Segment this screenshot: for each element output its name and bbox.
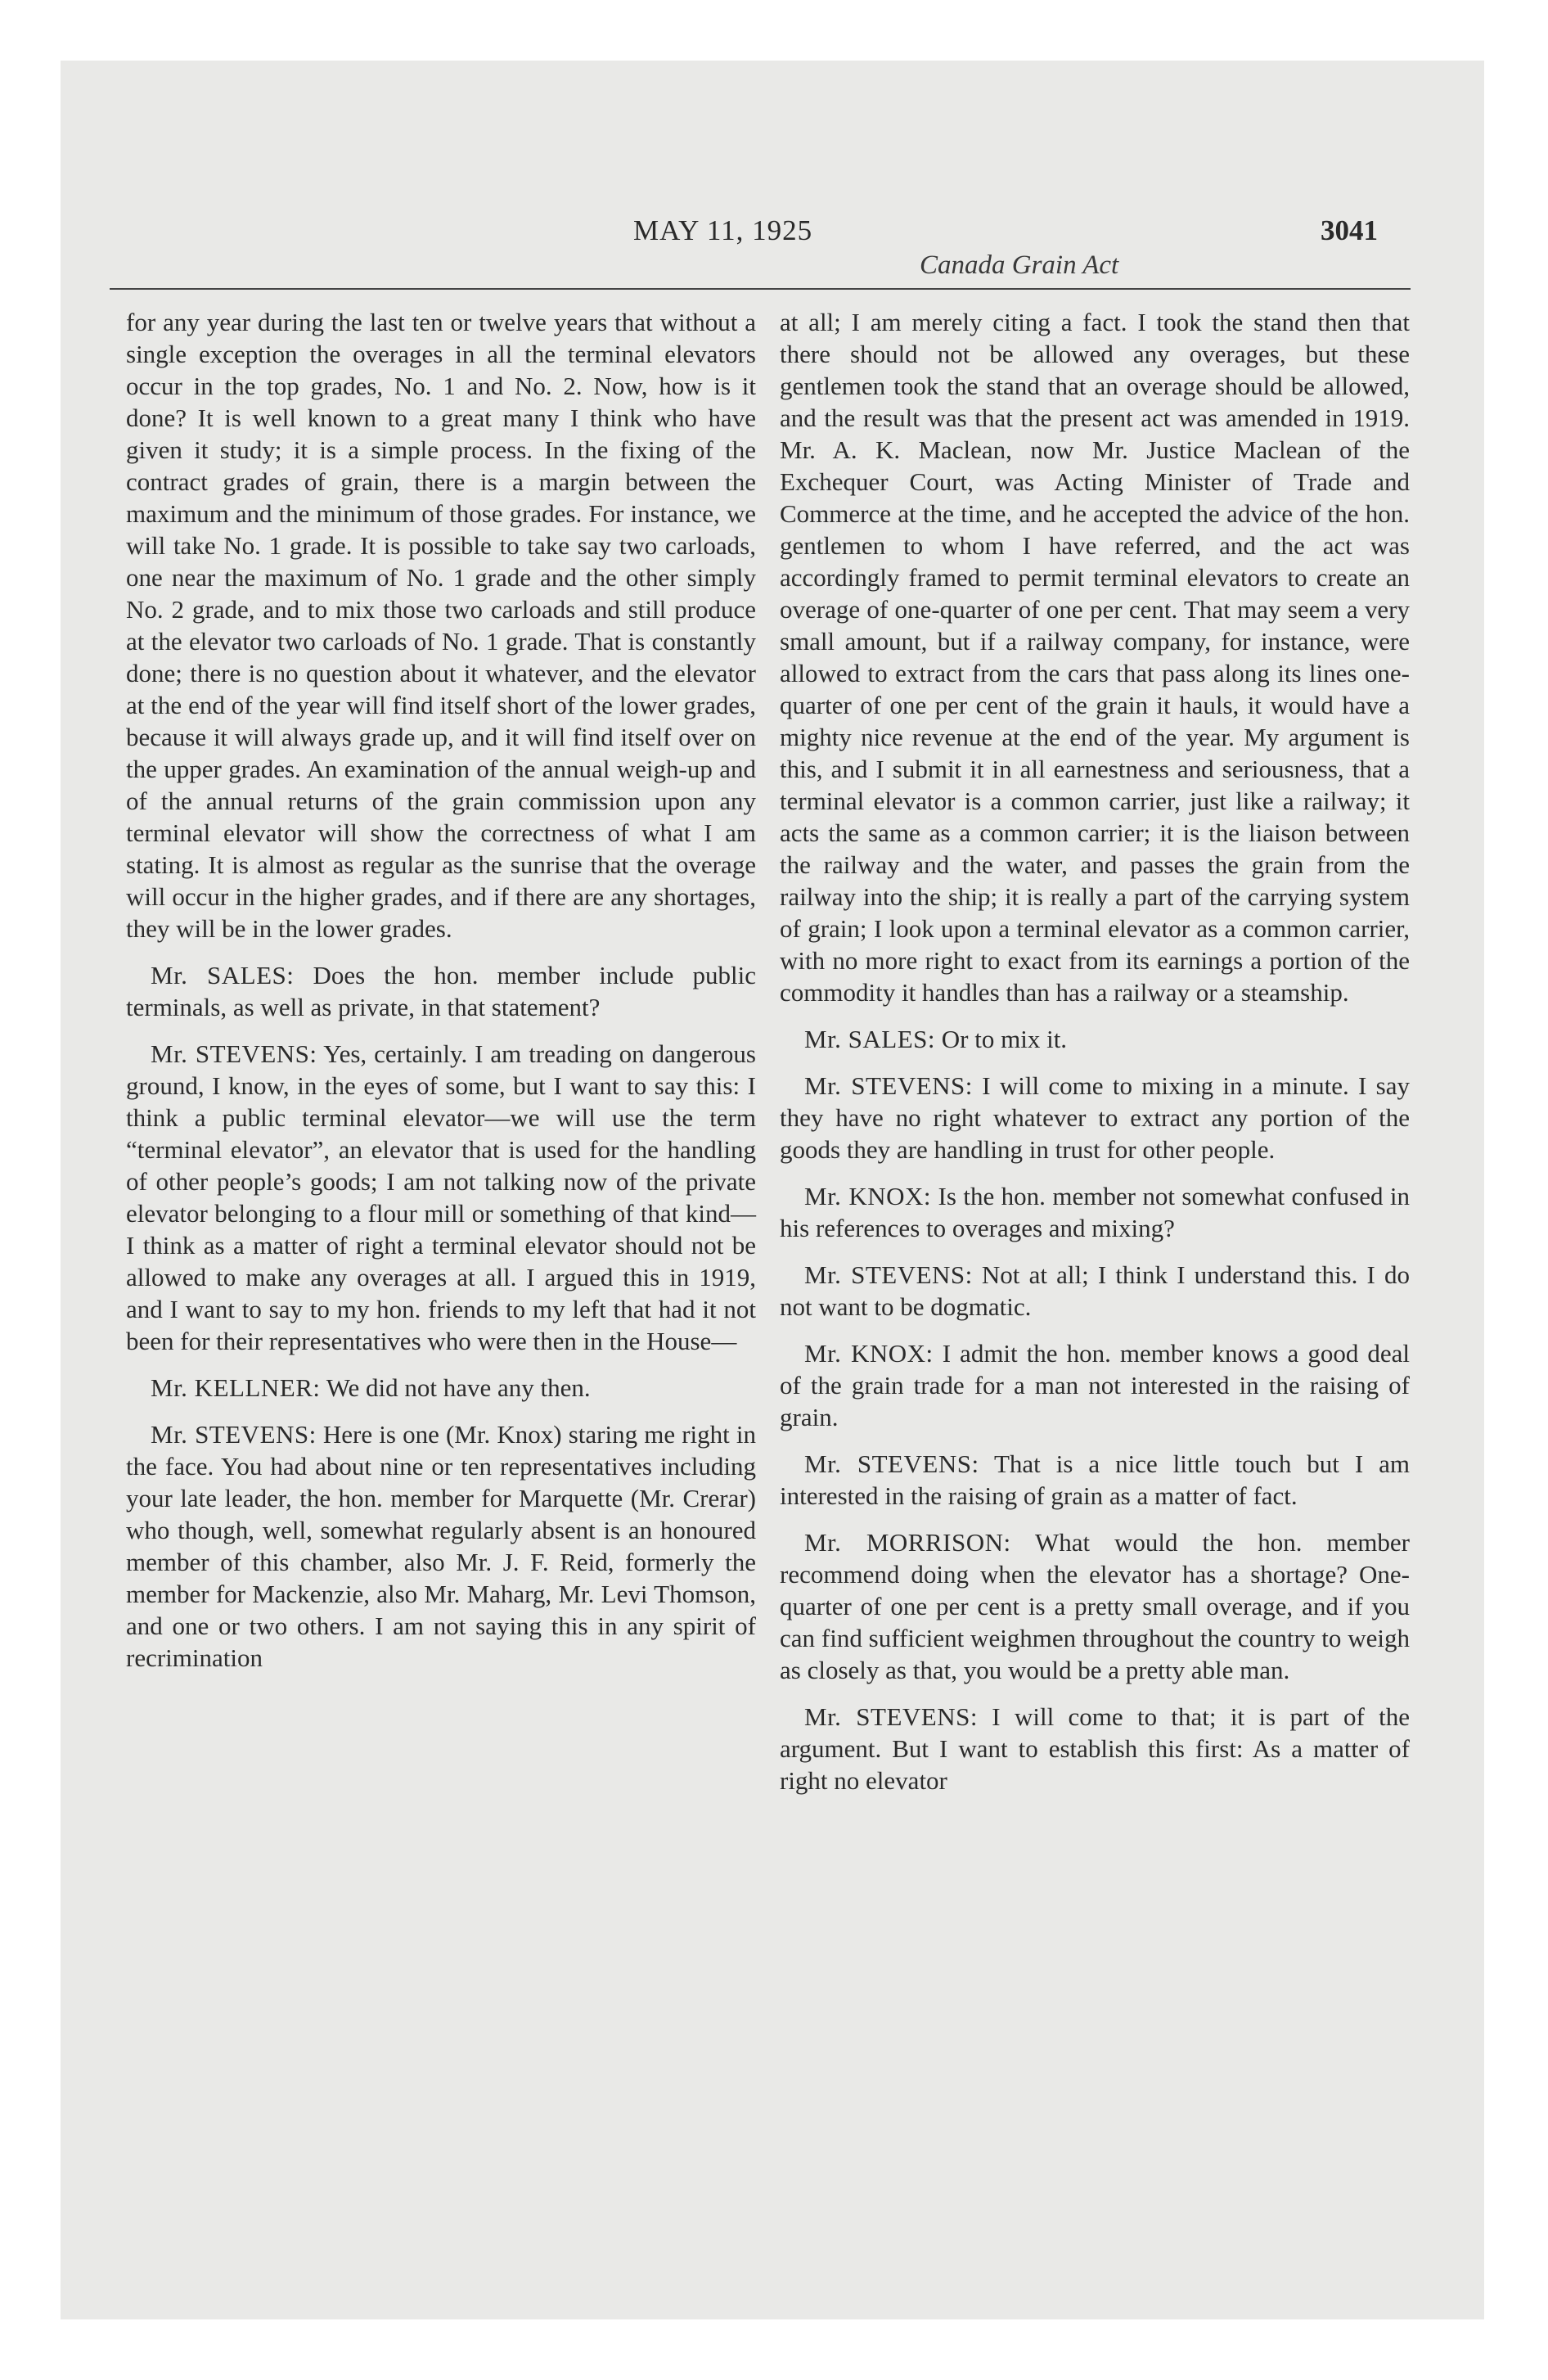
- running-title: Canada Grain Act: [920, 250, 1119, 280]
- paragraph: [780, 1448, 1410, 1512]
- paragraph: [780, 1337, 1410, 1433]
- paragraph-text: Here is one (Mr. Knox) staring me right in the face. You had about nine or ten representatives including your late leader, the hon. member for Marquette (Mr. Crerar) who though, well, somewhat regularly absent is an honoured member of this chamber, also Mr. J. F. Reid, formerly the member for Mackenzie, also Mr. Maharg, Mr. Levi Thomson, and one or two others. I am not saying this in any spirit of recrimination: [126, 1420, 757, 1672]
- paragraph: [126, 1418, 756, 1674]
- paragraph: [126, 1372, 756, 1404]
- speaker-name: Mr. STEVENS:: [804, 1702, 978, 1731]
- speaker-name: Mr. KNOX:: [804, 1182, 932, 1210]
- paragraph: [780, 1701, 1410, 1796]
- paragraph: [126, 1038, 756, 1357]
- speaker-name: Mr. STEVENS:: [804, 1071, 973, 1100]
- header-date: MAY 11, 1925: [633, 214, 813, 246]
- speaker-name: Mr. STEVENS:: [804, 1449, 979, 1478]
- paragraph: [780, 1070, 1410, 1165]
- page-number: 3041: [1321, 214, 1378, 246]
- paragraph-text: at all; I am merely citing a fact. I took the stand then that there should not be allowed any overages, but these gentlemen took the stand that an overage should be allowed, and the result was that the present act was amended in 1919. Mr. A. K. Maclean, now Mr. Justice Maclean of the Exchequer Court, was Acting Minister of Trade and Commerce at the time, and he accepted the advice of the hon. gentlemen to whom I have referred, and the act was accordingly framed to permit terminal elevators to create an overage of one-quarter of one per cent. That may seem a very small amount, but if a railway company, for instance, were allowed to extract from the cars that pass along its lines one-quarter of one per cent of the grain it hauls, it would have a mighty nice revenue at the end of the year. My argument is this, and I submit it in all earnestness and seriousness, that a terminal elevator is a common carrier, just like a railway; it acts the same as a common carrier; it is the liaison between the railway and the water, and passes the grain from the railway into the ship; it is really a part of the carrying system of grain; I look upon a terminal elevator as a common carrier, with no more right to exact from its earnings a portion of the commodity it handles than has a railway or a steamship.: [780, 308, 1410, 1007]
- speaker-name: Mr. MORRISON:: [804, 1528, 1011, 1557]
- right-column: [780, 306, 1410, 1811]
- paragraph: [780, 1023, 1410, 1055]
- speaker-name: Mr. STEVENS:: [151, 1420, 317, 1449]
- speaker-name: Mr. SALES:: [804, 1025, 936, 1053]
- paragraph-text: for any year during the last ten or twelve years that without a single exception the overages in all the terminal elevators occur in the top grades, No. 1 and No. 2. Now, how is it done? It is well known to a great many I think who have given it study; it is a simple process. In the fixing of the contract grades of grain, there is a margin between the maximum and the minimum of those grades. For instance, we will take No. 1 grade. It is possible to take say two carloads, one near the maximum of No. 1 grade and the other simply No. 2 grade, and to mix those two carloads and still produce at the elevator two carloads of No. 1 grade. That is constantly done; there is no question about it whatever, and the elevator at the end of the year will find itself short of the lower grades, because it will always grade up, and it will find itself over on the upper grades. An examination of the annual weigh-up and of the annual returns of the grain commission upon any terminal elevator will show the correctness of what I am stating. It is almost as regular as the sunrise that the overage will occur in the higher grades, and if there are any shortages, they will be in the lower grades.: [126, 308, 756, 943]
- paragraph: [126, 959, 756, 1023]
- paragraph-text: That is a nice little touch but I am interested in the raising of grain as a matter of fact.: [780, 1449, 1410, 1510]
- paragraph-text: Is the hon. member not somewhat confused in his references to overages and mixing?: [780, 1182, 1411, 1242]
- paragraph-text: Or to mix it.: [941, 1025, 1068, 1053]
- page-sheet: [61, 61, 1484, 2319]
- paragraph-text: We did not have any then.: [326, 1373, 591, 1402]
- paragraph-text: I will come to that; it is part of the argument. But I want to establish this first: As a matter of right no elevator: [780, 1702, 1411, 1795]
- paragraph-text: Does the hon. member include public terminals, as well as private, in that statement?: [126, 961, 757, 1021]
- left-column: [126, 306, 756, 1688]
- paragraph-text: What would the hon. member recommend doing when the elevator has a shortage? One-quarter of one per cent is a pretty small overage, and if you can find sufficient weighmen throughout the country to weigh as closely as that, you would be a pretty able man.: [780, 1528, 1410, 1684]
- paragraph-text: Not at all; I think I understand this. I do not want to be dogmatic.: [780, 1260, 1411, 1321]
- speaker-name: Mr. KNOX:: [804, 1339, 934, 1368]
- paragraph-text: I will come to mixing in a minute. I say they have no right whatever to extract any portion of the goods they are handling in trust for other people.: [780, 1071, 1411, 1164]
- paragraph: [780, 1180, 1410, 1244]
- paragraph: [780, 1259, 1410, 1323]
- paragraph: [780, 1526, 1410, 1686]
- page-header: [61, 159, 1484, 282]
- speaker-name: Mr. KELLNER:: [151, 1373, 321, 1402]
- paragraph: [780, 306, 1410, 1008]
- paragraph-text: I admit the hon. member knows a good deal of the grain trade for a man not interested in the raising of grain.: [780, 1339, 1411, 1431]
- header-rule: [110, 288, 1411, 290]
- speaker-name: Mr. STEVENS:: [151, 1039, 317, 1068]
- speaker-name: Mr. SALES:: [151, 961, 295, 989]
- speaker-name: Mr. STEVENS:: [804, 1260, 973, 1289]
- paragraph: [126, 306, 756, 944]
- paragraph-text: Yes, certainly. I am treading on dangerous ground, I know, in the eyes of some, but I want to say this: I think a public terminal elevator—we will use the term “terminal elevator”, an elevator that is used for the handling of other people’s goods; I am not talking now of the private elevator belonging to a flour mill or something of that kind—I think as a matter of right a terminal elevator should not be allowed to make any overages at all. I argued this in 1919, and I want to say to my hon. friends to my left that had it not been for their representatives who were then in the House—: [126, 1039, 756, 1355]
